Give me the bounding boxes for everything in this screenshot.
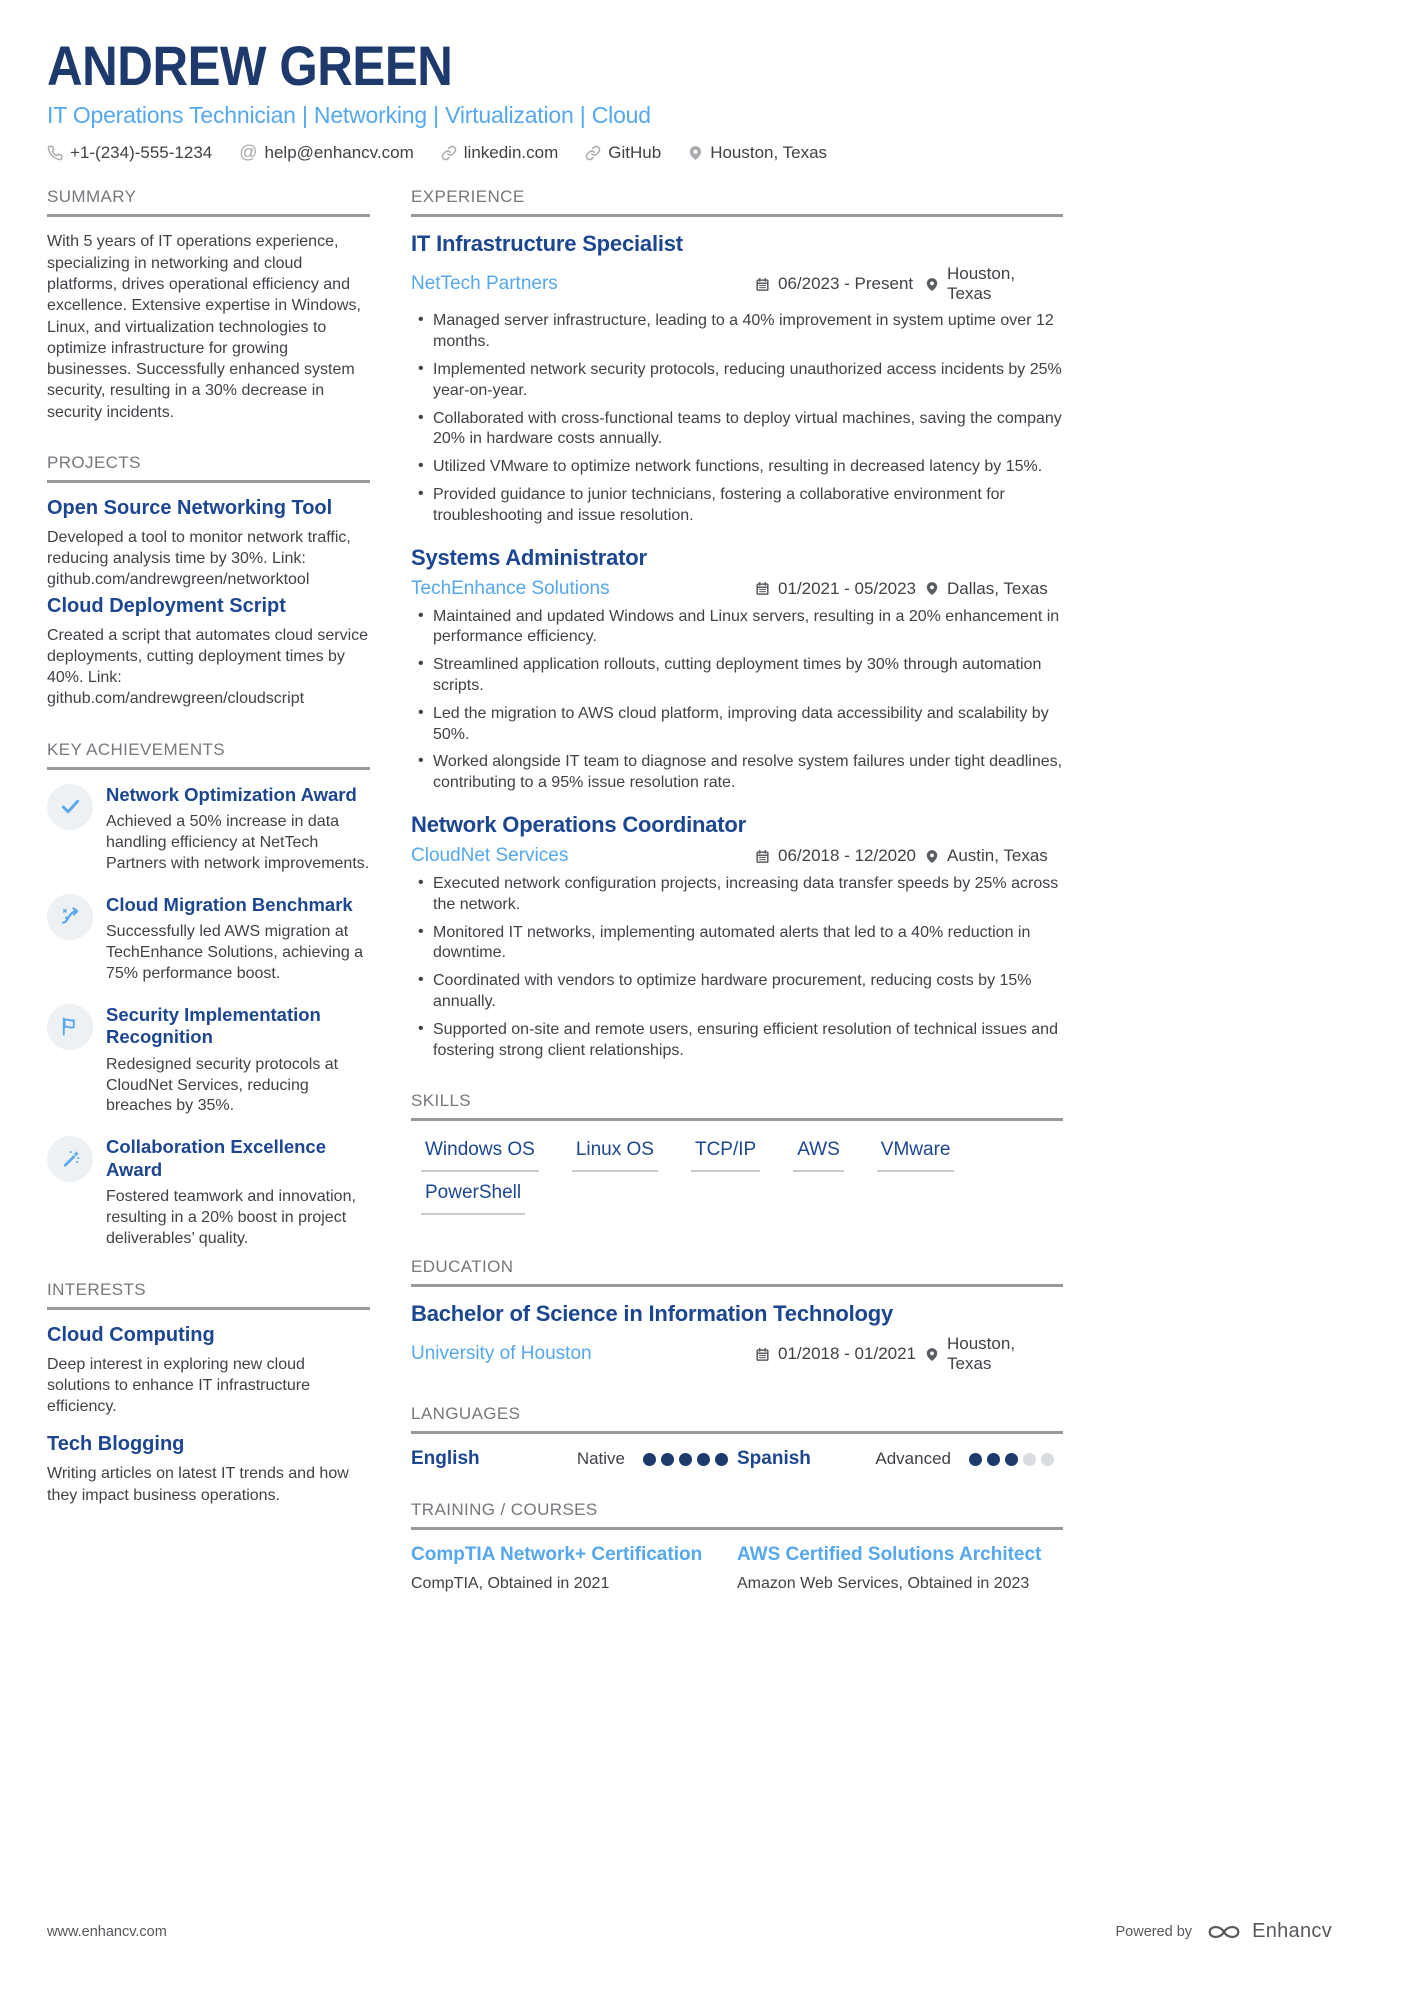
shuffle-arrow-icon	[47, 894, 93, 940]
interest-item	[47, 1324, 370, 1418]
achievement-description: Fostered teamwork and innovation, resulting in a 20% boost in project deliverables’ quality.	[106, 1188, 356, 1247]
link-icon	[441, 145, 457, 161]
project-title: Open Source Networking Tool	[47, 496, 333, 519]
language-rating-dots	[638, 1453, 728, 1466]
flag-icon	[47, 1004, 93, 1050]
company-name: CloudNet Services	[411, 845, 569, 867]
job-bullet: • Executed network configuration projects, increasing data transfer speeds by 25% across the network.	[411, 874, 1063, 916]
contact-row	[47, 142, 1063, 163]
pin-icon	[925, 1347, 939, 1362]
course-item	[411, 1544, 728, 1595]
left-column	[47, 187, 370, 1625]
job-bullet: • Worked alongside IT team to diagnose and resolve system failures under tight deadlines, contributing to a 95% issue resolution rate.	[411, 752, 1063, 794]
calendar-icon	[755, 849, 770, 864]
rating-dot-filled	[715, 1453, 728, 1466]
project-item	[47, 595, 370, 710]
job-dates-text: 06/2023 - Present	[778, 274, 914, 294]
job-bullet: • Collaborated with cross-functional teams to deploy virtual machines, saving the company 20% in hardware costs annually.	[411, 409, 1063, 451]
section-projects	[47, 453, 370, 710]
experience-entry	[411, 812, 1063, 1061]
right-column	[411, 187, 1063, 1625]
candidate-name: ANDREW GREEN	[47, 34, 453, 97]
skill-tag: PowerShell	[421, 1182, 525, 1215]
rating-dot-filled	[679, 1453, 692, 1466]
contact-email[interactable]	[239, 142, 414, 163]
interest-description: Writing articles on latest IT trends and how they impact business operations.	[47, 1465, 349, 1504]
contact-phone[interactable]	[47, 143, 212, 163]
language-item	[737, 1448, 1054, 1470]
projects-heading: PROJECTS	[47, 453, 370, 483]
pin-icon	[925, 581, 939, 596]
contact-phone-text: +1-(234)-555-1234	[70, 142, 213, 162]
enhancv-wordmark: Enhancv	[1252, 1920, 1332, 1942]
job-meta-row	[411, 264, 1063, 304]
contact-location	[688, 143, 827, 163]
education-dates-text: 01/2018 - 01/2021	[778, 1344, 917, 1364]
achievement-title: Cloud Migration Benchmark	[106, 893, 353, 915]
pin-icon	[925, 277, 939, 292]
language-name: English	[411, 1448, 480, 1470]
language-level: Advanced	[875, 1449, 951, 1469]
enhancv-logo-icon	[1204, 1921, 1244, 1943]
achievement-item	[47, 784, 370, 875]
project-description: Developed a tool to monitor network traffic, reducing analysis time by 30%. Link: github.com/andrewgreen/networktool	[47, 528, 351, 589]
job-location	[925, 264, 1063, 304]
contact-github-text: GitHub	[608, 142, 662, 162]
job-location-text: Houston, Texas	[947, 264, 1016, 304]
job-location-text: Dallas, Texas	[947, 578, 1048, 598]
resume-header	[47, 36, 1063, 163]
resume-columns	[47, 187, 1063, 1625]
footer-site-link[interactable]: www.enhancv.com	[47, 1923, 167, 1940]
school-name: University of Houston	[411, 1343, 592, 1365]
job-meta-row	[411, 578, 1063, 600]
rating-dot-empty	[1041, 1453, 1054, 1466]
job-bullet: • Streamlined application rollouts, cutting deployment times by 30% through automation scripts.	[411, 655, 1063, 697]
pin-icon	[688, 145, 703, 161]
training-heading: TRAINING / COURSES	[411, 1500, 1063, 1530]
education-location	[925, 1334, 1063, 1374]
job-bullet: • Monitored IT networks, implementing automated alerts that led to a 40% reduction in downtime.	[411, 923, 1063, 965]
language-item	[411, 1448, 728, 1470]
project-item	[47, 497, 370, 591]
powered-by-brand[interactable]	[1115, 1920, 1332, 1943]
at-icon: @	[239, 142, 258, 163]
section-training	[411, 1500, 1063, 1595]
company-name: TechEnhance Solutions	[411, 577, 610, 599]
job-bullet: • Provided guidance to junior technicians, fostering a collaborative environment for troubleshooting and issue resolution.	[411, 485, 1063, 527]
contact-email-text: help@enhancv.com	[264, 142, 414, 162]
candidate-headline: IT Operations Technician | Networking | Virtualization | Cloud	[47, 102, 651, 129]
rating-dot-filled	[969, 1453, 982, 1466]
skill-tag: VMware	[877, 1139, 955, 1172]
job-meta-row	[411, 845, 1063, 867]
skill-tag: AWS	[793, 1139, 844, 1172]
job-bullet: • Utilized VMware to optimize network functions, resulting in decreased latency by 15%.	[411, 457, 1063, 478]
wand-icon	[47, 1136, 93, 1182]
link-icon	[585, 145, 601, 161]
language-name: Spanish	[737, 1448, 811, 1470]
course-item	[737, 1544, 1054, 1595]
section-summary	[47, 187, 370, 422]
interest-item	[47, 1433, 370, 1506]
interest-description: Deep interest in exploring new cloud solutions to enhance IT infrastructure efficiency.	[47, 1355, 310, 1416]
job-location-text: Austin, Texas	[947, 846, 1048, 866]
job-dates	[755, 846, 925, 866]
achievement-description: Redesigned security protocols at CloudNet Services, reducing breaches by 35%.	[106, 1055, 339, 1115]
section-key-achievements	[47, 740, 370, 1250]
languages-row	[411, 1448, 1063, 1470]
section-experience	[411, 187, 1063, 1061]
job-dates-text: 01/2021 - 05/2023	[778, 578, 917, 598]
rating-dot-filled	[643, 1453, 656, 1466]
course-subtitle: CompTIA, Obtained in 2021	[411, 1575, 610, 1593]
rating-dot-filled	[697, 1453, 710, 1466]
job-bullet: • Supported on-site and remote users, ensuring efficient resolution of technical issues and fostering strong client relationships.	[411, 1020, 1063, 1062]
job-bullet: • Maintained and updated Windows and Linux servers, resulting in a 20% enhancement in performance efficiency.	[411, 607, 1063, 649]
calendar-icon	[755, 581, 770, 596]
calendar-icon	[755, 277, 770, 292]
skill-tag: TCP/IP	[691, 1139, 760, 1172]
skill-tag: Windows OS	[421, 1139, 539, 1172]
job-dates	[755, 579, 925, 599]
job-dates-text: 06/2018 - 12/2020	[778, 846, 917, 866]
section-skills	[411, 1091, 1063, 1227]
achievement-item	[47, 894, 370, 985]
check-icon	[47, 784, 93, 830]
achievement-item	[47, 1136, 370, 1250]
job-title: IT Infrastructure Specialist	[411, 231, 683, 257]
languages-heading: LANGUAGES	[411, 1404, 1063, 1434]
achievement-title: Network Optimization Award	[106, 783, 357, 805]
skills-row	[411, 1135, 1063, 1227]
job-dates	[755, 274, 925, 294]
section-languages	[411, 1404, 1063, 1470]
experience-entry	[411, 545, 1063, 794]
job-location	[925, 846, 1063, 866]
achievement-title: Collaboration Excellence Award	[106, 1136, 327, 1180]
contact-linkedin-text: linkedin.com	[463, 142, 559, 162]
job-location	[925, 579, 1063, 599]
key-achievements-heading: KEY ACHIEVEMENTS	[47, 740, 370, 770]
education-location-text: Houston, Texas	[947, 1334, 1016, 1374]
pin-icon	[925, 849, 939, 864]
rating-dot-empty	[1023, 1453, 1036, 1466]
job-bullet: • Coordinated with vendors to optimize hardware procurement, reducing costs by 15% annually.	[411, 971, 1063, 1013]
interest-title: Tech Blogging	[47, 1433, 185, 1456]
achievement-title: Security Implementation Recognition	[106, 1003, 321, 1048]
course-subtitle: Amazon Web Services, Obtained in 2023	[737, 1575, 1030, 1593]
achievement-description: Successfully led AWS migration at TechEnhance Solutions, achieving a 75% performance boost.	[106, 923, 364, 982]
education-meta-row	[411, 1334, 1063, 1374]
achievement-description: Achieved a 50% increase in data handling efficiency at NetTech Partners with network improvements.	[106, 813, 370, 872]
contact-linkedin[interactable]	[441, 143, 559, 163]
section-education	[411, 1257, 1063, 1374]
interests-heading: INTERESTS	[47, 1280, 370, 1310]
page-footer	[47, 1920, 1332, 1943]
course-title: AWS Certified Solutions Architect	[737, 1544, 1042, 1566]
experience-entry	[411, 231, 1063, 526]
language-level: Native	[576, 1449, 625, 1469]
calendar-icon	[755, 1347, 770, 1362]
section-interests	[47, 1280, 370, 1506]
education-dates	[755, 1344, 925, 1364]
experience-heading: EXPERIENCE	[411, 187, 1063, 217]
degree-title: Bachelor of Science in Information Technology	[411, 1301, 893, 1327]
contact-github[interactable]	[585, 143, 661, 163]
job-title: Network Operations Coordinator	[411, 812, 747, 838]
skills-heading: SKILLS	[411, 1091, 1063, 1121]
job-bullet: • Led the migration to AWS cloud platform, improving data accessibility and scalability by 50%.	[411, 704, 1063, 746]
education-heading: EDUCATION	[411, 1257, 1063, 1287]
phone-icon	[47, 145, 63, 161]
achievement-item	[47, 1004, 370, 1118]
summary-heading: SUMMARY	[47, 187, 370, 217]
rating-dot-filled	[661, 1453, 674, 1466]
company-name: NetTech Partners	[411, 273, 558, 295]
project-title: Cloud Deployment Script	[47, 594, 286, 617]
course-title: CompTIA Network+ Certification	[411, 1544, 703, 1566]
powered-by-label: Powered by	[1115, 1923, 1193, 1940]
training-row	[411, 1544, 1063, 1595]
job-bullet: • Implemented network security protocols, reducing unauthorized access incidents by 25% year-on-year.	[411, 360, 1063, 402]
job-title: Systems Administrator	[411, 544, 647, 570]
summary-text: With 5 years of IT operations experience, specializing in networking and cloud platforms, drives operational efficiency and excellence. Extensive expertise in Windows, Linux, and virtualization technologies to optimize infrastructure for growing businesses. Successfully enhanced system security, resulting in a 30% decrease in security incidents.	[47, 233, 361, 421]
job-bullet: • Managed server infrastructure, leading to a 40% improvement in system uptime over 12 months.	[411, 311, 1063, 353]
rating-dot-filled	[1005, 1453, 1018, 1466]
skill-tag: Linux OS	[572, 1139, 658, 1172]
rating-dot-filled	[987, 1453, 1000, 1466]
language-rating-dots	[964, 1453, 1054, 1466]
interest-title: Cloud Computing	[47, 1323, 215, 1346]
contact-location-text: Houston, Texas	[710, 142, 828, 162]
project-description: Created a script that automates cloud service deployments, cutting deployment times by 40%. Link: github.com/andrewgreen/cloudscript	[47, 626, 369, 708]
